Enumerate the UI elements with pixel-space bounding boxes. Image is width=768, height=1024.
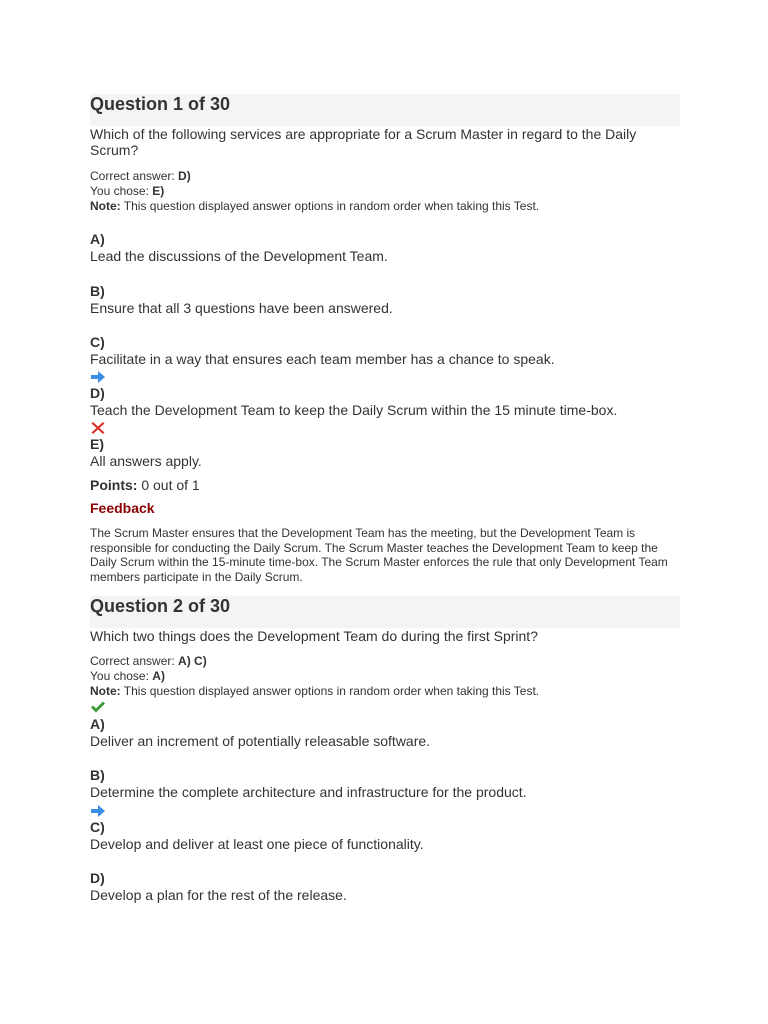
option-letter: C) (90, 334, 105, 350)
question-text: Which two things does the Development Team do during the first Sprint? (90, 628, 538, 644)
option-letter: E) (90, 436, 104, 452)
points: Points: 0 out of 1 (90, 477, 200, 493)
option-text: Ensure that all 3 questions have been answered. (90, 300, 393, 316)
option-text: Deliver an increment of potentially releasable software. (90, 733, 431, 749)
question-title: Question 2 of 30 (90, 596, 231, 616)
cross-icon (91, 422, 105, 434)
correct-answer: Correct answer: D) (90, 169, 191, 183)
question-title: Question 1 of 30 (90, 94, 231, 114)
option-text: Develop and deliver at least one piece of functionality. (90, 836, 424, 852)
question-header (90, 596, 680, 628)
option-letter: B) (90, 767, 105, 783)
option-text: Develop a plan for the rest of the release. (90, 887, 347, 903)
option-text: Teach the Development Team to keep the Daily Scrum within the 15 minute time-box. (90, 402, 618, 418)
feedback-title: Feedback (90, 500, 155, 516)
option-letter: A) (90, 716, 105, 732)
question-text: Which of the following services are appropriate for a Scrum Master in regard to the Daily Scrum? (90, 126, 637, 158)
note: Note: This question displayed answer options in random order when taking this Test. (90, 199, 540, 213)
note: Note: This question displayed answer options in random order when taking this Test. (90, 684, 540, 698)
option-letter: D) (90, 870, 105, 886)
you-chose: You chose: A) (90, 669, 165, 683)
you-chose: You chose: E) (90, 184, 165, 198)
arrow-right-icon (91, 371, 105, 383)
option-letter: B) (90, 283, 105, 299)
feedback-text: The Scrum Master ensures that the Development Team has the meeting, but the Development Team is responsible for conducting the Daily Scrum. The Scrum Master teaches the Development Team to keep the Daily Scrum within the 15-minute time-box. The Scrum Master enforces the rule that only Development Team members participate in the Daily Scrum. (90, 526, 668, 584)
option-letter: A) (90, 231, 105, 247)
question-header (90, 94, 680, 126)
option-text: All answers apply. (90, 453, 202, 469)
option-letter: D) (90, 385, 105, 401)
option-letter: C) (90, 819, 105, 835)
option-text: Lead the discussions of the Development Team. (90, 248, 388, 264)
option-text: Facilitate in a way that ensures each team member has a chance to speak. (90, 351, 555, 367)
checkmark-icon (91, 701, 105, 713)
correct-answer: Correct answer: A) C) (90, 654, 207, 668)
option-text: Determine the complete architecture and infrastructure for the product. (90, 784, 527, 800)
arrow-right-icon (91, 805, 105, 817)
